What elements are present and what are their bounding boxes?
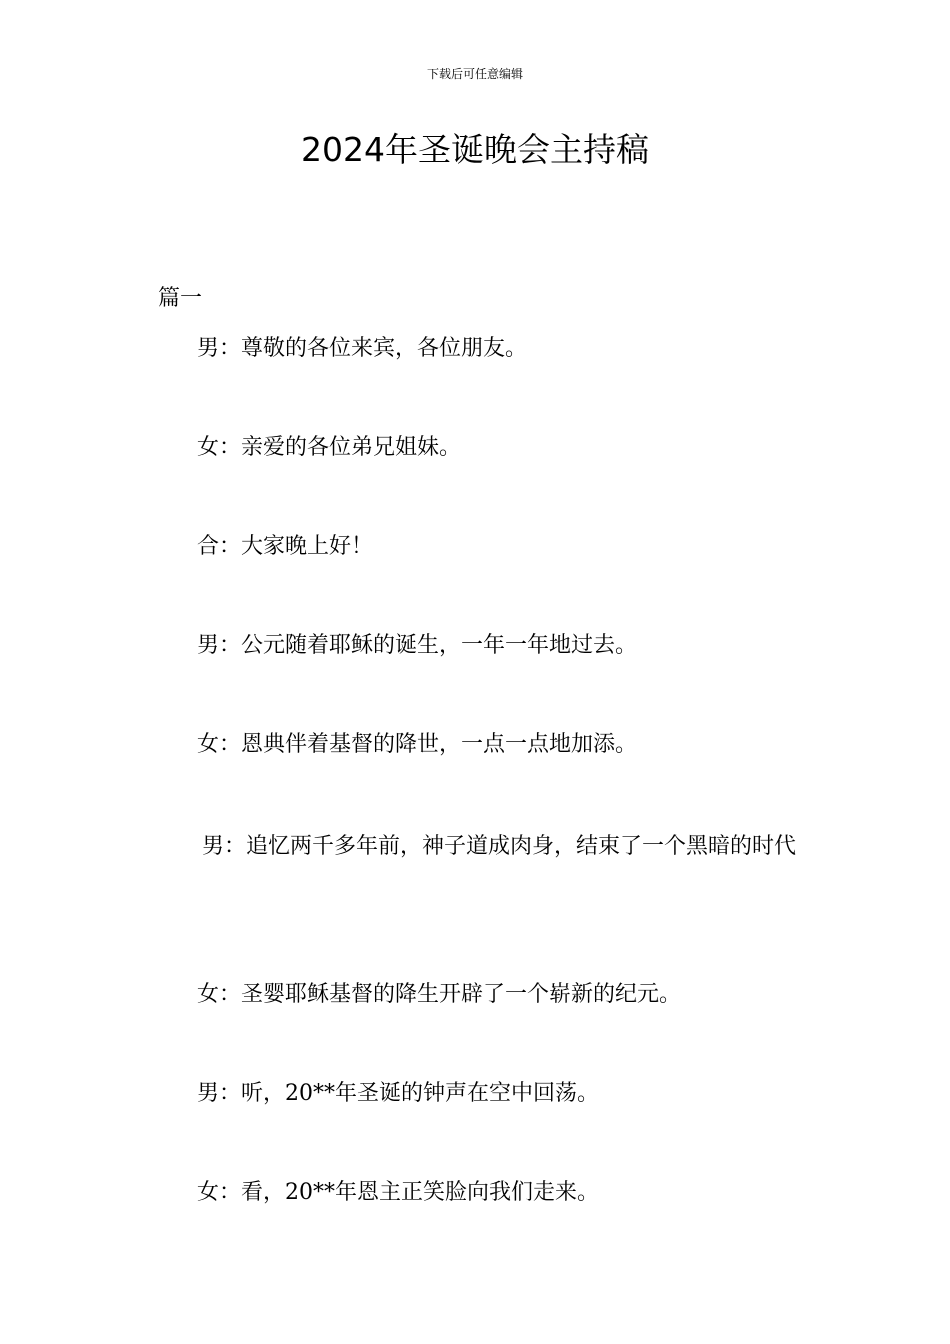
dialogue-line-8: 男：听，20**年圣诞的钟声在空中回荡。 <box>197 1081 599 1106</box>
dialogue-line-4: 男：公元随着耶稣的诞生，一年一年地过去。 <box>197 633 638 658</box>
section-label: 篇一 <box>158 286 203 311</box>
dialogue-line-6: 男：追忆两千多年前，神子道成肉身，结束了一个黑暗的时代 <box>202 834 797 859</box>
dialogue-line-9: 女：看，20**年恩主正笑脸向我们走来。 <box>197 1180 599 1205</box>
dialogue-line-2: 女：亲爱的各位弟兄姐妹。 <box>197 435 462 460</box>
header-note: 下载后可任意编辑 <box>426 67 523 81</box>
dialogue-line-1: 男：尊敬的各位来宾，各位朋友。 <box>197 336 528 361</box>
dialogue-line-5: 女：恩典伴着基督的降世，一点一点地加添。 <box>197 732 638 757</box>
dialogue-line-3: 合：大家晚上好！ <box>197 534 374 559</box>
dialogue-line-7: 女：圣婴耶稣基督的降生开辟了一个崭新的纪元。 <box>197 982 682 1007</box>
page-title: 2024年圣诞晚会主持稿 <box>301 130 649 169</box>
